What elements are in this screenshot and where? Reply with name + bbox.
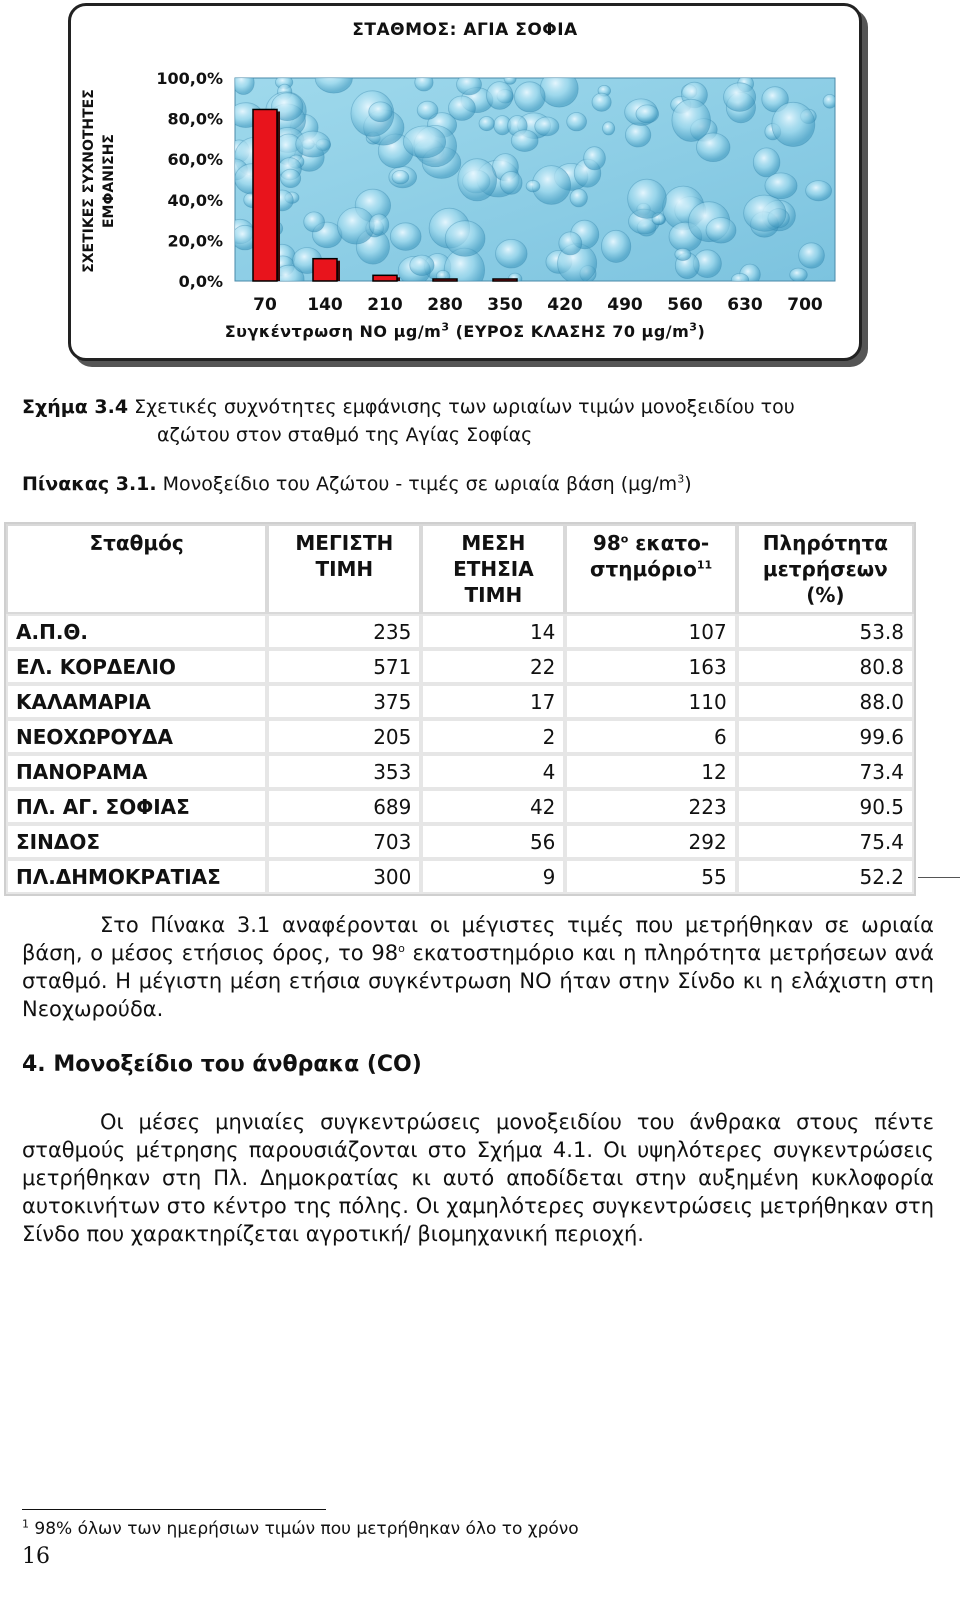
cell-max-value: 571 — [267, 649, 421, 684]
background-droplet — [458, 159, 497, 201]
background-droplet — [744, 195, 786, 231]
table-row — [6, 614, 914, 649]
y-tick-label: 100,0% — [156, 69, 223, 88]
table-row — [6, 719, 914, 754]
cell-completeness: 88.0 — [737, 684, 914, 719]
cell-station-name: Α.Π.Θ. — [6, 614, 267, 649]
cell-percentile-98: 6 — [565, 719, 736, 754]
figure-caption-label: Σχήμα 3.4 — [22, 396, 129, 418]
table-row — [6, 824, 914, 859]
x-tick-label: 630 — [727, 295, 763, 315]
background-droplet — [772, 102, 815, 146]
cell-completeness: 80.8 — [737, 649, 914, 684]
bar-210 — [373, 275, 397, 281]
background-droplet — [504, 73, 516, 84]
background-droplet — [559, 232, 582, 255]
cell-station-name: ΚΑΛΑΜΑΡΙΑ — [6, 684, 267, 719]
chart-y-ticks — [156, 69, 223, 291]
background-droplet — [603, 122, 615, 135]
background-droplet — [601, 230, 630, 262]
background-droplet — [390, 223, 421, 251]
table-edge-rule — [918, 877, 960, 878]
cell-annual-mean: 14 — [421, 614, 565, 649]
cell-max-value: 375 — [267, 684, 421, 719]
background-droplet — [675, 248, 691, 260]
footnote — [22, 1519, 579, 1539]
header-annual-mean: ΜΕΣΗ ΕΤΗΣΙΑ ΤΙΜΗ — [421, 524, 565, 614]
page-number: 16 — [22, 1544, 50, 1569]
cell-max-value: 689 — [267, 789, 421, 824]
cell-max-value: 703 — [267, 824, 421, 859]
cell-station-name: ΕΛ. ΚΟΡΔΕΛΙΟ — [6, 649, 267, 684]
background-droplet — [625, 123, 650, 147]
background-droplet — [479, 117, 494, 131]
cell-percentile-98: 12 — [565, 754, 736, 789]
table-caption-close: ) — [684, 473, 692, 495]
cell-annual-mean: 17 — [421, 684, 565, 719]
background-droplet — [392, 170, 409, 184]
header-max-value: ΜΕΓΙΣΤΗ ΤΙΜΗ — [267, 524, 421, 614]
cell-percentile-98: 163 — [565, 649, 736, 684]
background-droplet — [296, 131, 331, 157]
chart-plot — [71, 6, 859, 358]
footnote-separator — [22, 1509, 326, 1510]
cell-max-value: 353 — [267, 754, 421, 789]
background-droplet — [448, 96, 475, 120]
background-droplet — [281, 169, 301, 187]
y-tick-label: 20,0% — [167, 231, 223, 251]
chart-x-ticks — [253, 295, 823, 315]
background-droplet — [315, 63, 352, 93]
header-completeness: Πληρότητα μετρήσεων (%) — [737, 524, 914, 614]
background-droplet — [567, 113, 587, 131]
cell-station-name: ΝΕΟΧΩΡΟΥΔΑ — [6, 719, 267, 754]
background-droplet — [628, 179, 667, 218]
cell-annual-mean: 42 — [421, 789, 565, 824]
cell-percentile-98: 223 — [565, 789, 736, 824]
background-droplet — [823, 94, 836, 108]
cell-annual-mean: 4 — [421, 754, 565, 789]
background-droplet — [445, 221, 485, 257]
x-tick-label: 210 — [367, 295, 403, 315]
x-tick-label: 420 — [547, 295, 583, 315]
chart-x-axis-label: Συγκέντρωση NO $\mu g/m^3$ (ΕΥΡΟΣ ΚΛΑΣΗΣ 70 $\mu g/m^3$) — [224, 320, 706, 341]
cell-completeness: 52.2 — [737, 859, 914, 894]
background-droplet — [369, 102, 393, 122]
background-droplet — [233, 71, 254, 95]
background-droplet — [790, 268, 808, 282]
table-row — [6, 859, 914, 894]
cell-completeness: 90.5 — [737, 789, 914, 824]
bar-70 — [253, 109, 277, 281]
y-tick-label: 40,0% — [167, 190, 223, 210]
chart-y-axis-label-line2: ΕΜΦΑΝΙΣΗΣ — [101, 134, 117, 229]
x-tick-label: 280 — [427, 295, 463, 315]
background-droplet — [415, 74, 433, 91]
section-heading: 4. Μονοξείδιο του άνθρακα (CO) — [22, 1052, 422, 1077]
background-droplet — [496, 239, 528, 268]
cell-station-name: ΠΑΝΟΡΑΜΑ — [6, 754, 267, 789]
chart-title: ΣΤΑΘΜΟΣ: ΑΓΙΑ ΣΟΦΙΑ — [352, 20, 578, 40]
cell-completeness: 53.8 — [737, 614, 914, 649]
background-droplet — [672, 99, 711, 141]
cell-station-name: ΠΛ.ΔΗΜΟΚΡΑΤΙΑΣ — [6, 859, 267, 894]
cell-annual-mean: 56 — [421, 824, 565, 859]
table-row — [6, 789, 914, 824]
cell-percentile-98: 110 — [565, 684, 736, 719]
cell-percentile-98: 107 — [565, 614, 736, 649]
background-droplet — [806, 181, 832, 201]
table-caption-sup: 3 — [677, 472, 685, 486]
background-droplet — [514, 82, 545, 112]
x-tick-label: 700 — [787, 295, 823, 315]
table-header-row — [6, 524, 914, 614]
chart-card — [68, 3, 862, 361]
background-droplet — [731, 273, 748, 286]
x-tick-label: 560 — [667, 295, 703, 315]
bar-140 — [313, 259, 337, 281]
background-droplet — [403, 126, 445, 158]
cell-percentile-98: 55 — [565, 859, 736, 894]
cell-max-value: 205 — [267, 719, 421, 754]
x-tick-label: 70 — [253, 295, 277, 315]
header-98th-percentile: $98^o$ εκατο- στημόριο$^{11}$ — [565, 524, 736, 614]
background-droplet — [304, 212, 325, 232]
footnote-text: 98% όλων των ημερήσιων τιμών που μετρήθηκαν όλο το χρόνο — [29, 1519, 579, 1539]
table-caption — [22, 470, 922, 498]
cell-annual-mean: 2 — [421, 719, 565, 754]
footnote-number: 1 — [22, 1517, 29, 1531]
figure-caption — [22, 393, 902, 449]
background-droplet — [369, 214, 389, 235]
background-droplet — [753, 148, 780, 177]
y-tick-label: 80,0% — [167, 109, 223, 129]
y-tick-label: 60,0% — [167, 150, 223, 170]
background-droplet — [636, 105, 659, 123]
chart-y-axis-label-line1: ΣΧΕΤΙΚΕΣ ΣΥΧΝΟΤΗΤΕΣ — [81, 89, 97, 273]
background-droplet — [799, 243, 825, 268]
cell-station-name: ΣΙΝΔΟΣ — [6, 824, 267, 859]
background-droplet — [570, 189, 587, 207]
bar-280 — [433, 279, 457, 281]
table-body — [6, 614, 914, 894]
background-droplet — [457, 74, 482, 95]
cell-annual-mean: 22 — [421, 649, 565, 684]
no2-stations-table — [4, 522, 916, 896]
x-tick-label: 140 — [307, 295, 343, 315]
header-station: Σταθμός — [6, 524, 267, 614]
background-droplet — [592, 93, 611, 111]
background-droplet — [526, 180, 540, 192]
cell-completeness: 73.4 — [737, 754, 914, 789]
background-droplet — [417, 101, 438, 119]
cell-percentile-98: 292 — [565, 824, 736, 859]
table-row — [6, 754, 914, 789]
x-tick-label: 490 — [607, 295, 643, 315]
cell-max-value: 300 — [267, 859, 421, 894]
background-droplet — [706, 218, 736, 244]
background-droplet — [724, 83, 756, 112]
x-tick-label: 350 — [487, 295, 523, 315]
table-row — [6, 649, 914, 684]
cell-station-name: ΠΛ. ΑΓ. ΣΟΦΙΑΣ — [6, 789, 267, 824]
bar-350 — [493, 279, 517, 281]
paragraph-table-description: Στο Πίνακα 3.1 αναφέρονται οι μέγιστες τιμές που μετρήθηκαν σε ωριαία βάση, ο μέσος ετήσιος όρος, το $98^o$ εκατοστημόριο και η πληρότητα μετρήσεων ανά σταθμό. Η μέγιστη μέση ετήσια συγκέντρωση NO ήταν στην Σίνδο κι η ελάχιστη στη Νεοχωρούδα. — [22, 913, 934, 1021]
cell-completeness: 75.4 — [737, 824, 914, 859]
table-row — [6, 684, 914, 719]
background-droplet — [511, 130, 538, 152]
background-droplet — [540, 70, 578, 107]
cell-annual-mean: 9 — [421, 859, 565, 894]
cell-completeness: 99.6 — [737, 719, 914, 754]
figure-caption-text-line1: Σχετικές συχνότητες εμφάνισης των ωριαίων τιμών μονοξειδίου του — [134, 396, 795, 418]
figure-caption-text-line2: αζώτου στον σταθμό της Αγίας Σοφίας — [157, 424, 533, 446]
paragraph-co-description: Οι μέσες μηνιαίες συγκεντρώσεις μονοξειδίου του άνθρακα στους πέντε σταθμούς μέτρησης παρουσιάζονται στο Σχήμα 4.1. Οι υψηλότερες συγκεντρώσεις μετρήθηκαν στη Πλ. Δημοκρατίας κι αυτό αποδίδεται στην αυξημένη κυκλοφορία αυτοκινήτων στο κέντρο της πόλης. Οι χαμηλότερες συγκεντρώσεις μετρήθηκαν στη Σίνδο που χαρακτηρίζεται αγροτική/ βιομηχανική περιοχή. — [22, 1110, 934, 1246]
background-droplet — [535, 117, 559, 136]
background-droplet — [410, 255, 434, 275]
table-caption-text: Μονοξείδιο του Αζώτου - τιμές σε ωριαία βάση (μg/m — [162, 473, 678, 495]
background-droplet — [487, 82, 513, 110]
y-tick-label: 0,0% — [178, 272, 223, 291]
background-droplet — [584, 147, 606, 170]
background-droplet — [765, 173, 797, 199]
table-caption-label: Πίνακας 3.1. — [22, 473, 157, 495]
cell-max-value: 235 — [267, 614, 421, 649]
background-droplet — [500, 172, 522, 195]
